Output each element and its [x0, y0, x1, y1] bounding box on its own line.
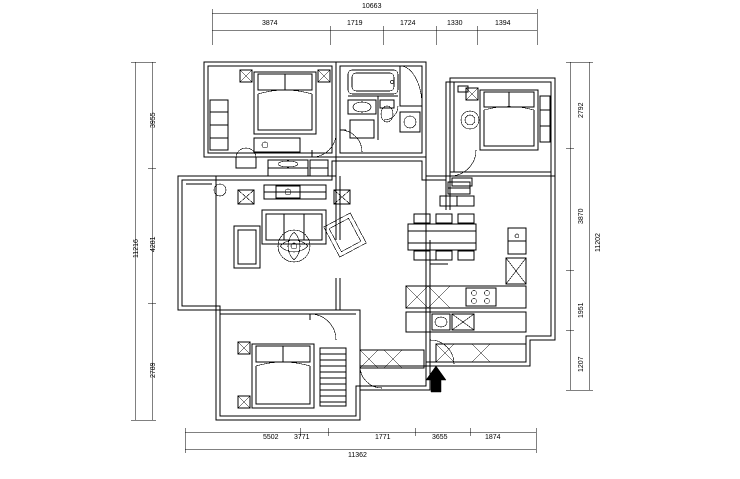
door-swings — [310, 106, 476, 388]
dim-bottom-total: 11362 — [348, 452, 367, 459]
dim-left-seg-1: 3955 — [150, 112, 157, 128]
dim-top-seg-1: 3874 — [262, 20, 278, 27]
dim-bottom-seg-2: 3771 — [294, 434, 310, 441]
dim-right-total: 11202 — [595, 233, 602, 252]
dim-left-total: 11216 — [133, 239, 140, 258]
dim-left-seg-2: 4281 — [150, 236, 157, 252]
dim-bottom-seg-3: 1771 — [375, 434, 391, 441]
dining-room-furniture — [408, 182, 476, 260]
dim-right-seg-3: 1951 — [578, 302, 585, 318]
kitchen-fixtures — [406, 228, 526, 362]
dim-bottom-seg-5: 1874 — [485, 434, 501, 441]
dim-top-seg-4: 1330 — [447, 20, 463, 27]
dim-top-seg-3: 1724 — [400, 20, 416, 27]
bathroom-fixtures — [348, 66, 422, 140]
dim-bottom-seg-4: 3655 — [432, 434, 448, 441]
dim-top-seg-2: 1719 — [347, 20, 363, 27]
dim-top-total: 10663 — [362, 3, 382, 10]
bedroom-top-right-furniture — [458, 86, 550, 150]
bedroom-top-left-furniture — [210, 70, 330, 152]
dim-top-seg-5: 1394 — [495, 20, 511, 27]
dim-right-seg-2: 3870 — [578, 208, 585, 224]
dimension-lines — [131, 9, 593, 453]
dim-right-seg-1: 2792 — [578, 102, 585, 118]
dim-bottom-seg-1: 5502 — [263, 434, 279, 441]
bedroom-bottom-furniture — [238, 342, 424, 408]
entry-arrow-icon — [426, 366, 446, 392]
dim-left-seg-3: 2789 — [150, 362, 157, 378]
dim-right-seg-4: 1207 — [578, 356, 585, 372]
living-room-furniture — [186, 148, 366, 268]
